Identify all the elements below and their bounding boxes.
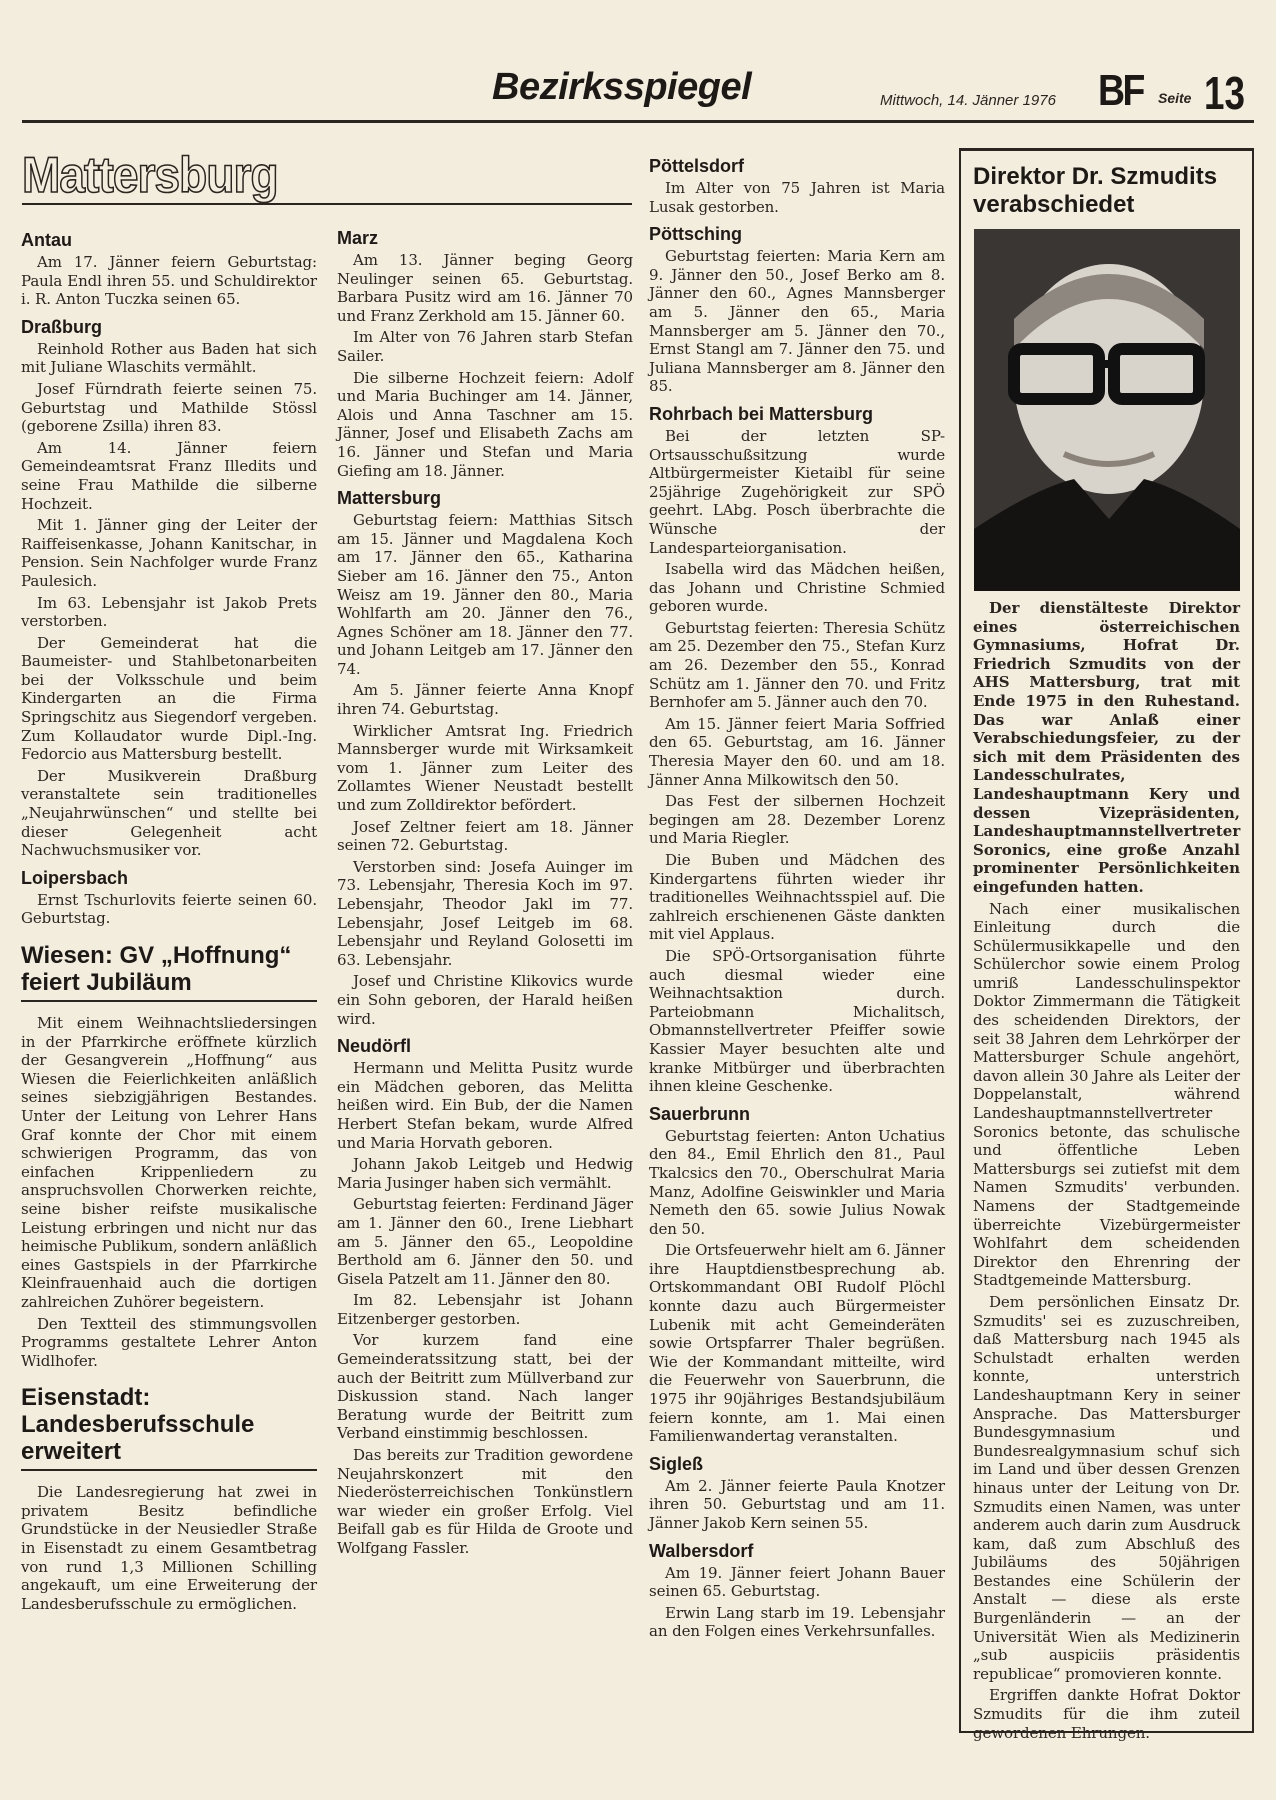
news-paragraph: Die Ortsfeuerwehr hielt am 6. Jänner ihre Hauptdienstbesprechung ab. Ortskommandant OBI Rudolf Plöchl konnte dazu auch Bürgermeister Lubenik mit acht Gemeinderäten sowie Ortspfarrer Thaler begrüßen. Wie der Kommandant mitteilte, wird die Feuerwehr von Sauerbrunn, die 1975 ihr 90jähriges Bestandsjubiläum feiern konnte, am 1. Mai einen Familienwandertag veranstalten. <box>649 1241 945 1446</box>
news-paragraph: Am 15. Jänner feiert Maria Soffried den 65. Geburtstag, am 16. Jänner Theresia Mayer den 60. und am 18. Jänner Anna Milkowitsch den 50. <box>649 714 945 789</box>
locality-heading: Draßburg <box>21 316 102 337</box>
region-title: Mattersburg <box>22 147 278 203</box>
locality-heading: Pöttsching <box>649 224 742 245</box>
column-2 <box>337 220 633 1561</box>
news-paragraph: Am 14. Jänner feiern Gemeindeamtsrat Franz Illedits und seine Frau Mathilde die silberne Hochzeit. <box>21 438 317 513</box>
news-paragraph: Verstorben sind: Josefa Auinger im 73. Lebensjahr, Theresia Koch im 97. Lebensjahr, Theodor Jakl im 77. Lebensjahr, Josef Leitgeb im 68. Lebensjahr und Reyland Golosetti im 63. Lebensjahr. <box>337 857 633 969</box>
news-paragraph: Geburtstag feiern: Matthias Sitsch am 15. Jänner und Magdalena Koch am 17. Jänner den 65., Katharina Sieber am 16. Jänner den 75., Anton Weisz am 19. Jänner den 80., Maria Wohlfarth am 20. Jänner den 76., Agnes Schöner am 18. Jänner den 77. und Johann Leitgeb am 17. Jänner den 74. <box>337 511 633 678</box>
column-1 <box>21 222 317 1616</box>
locality-heading: Sigleß <box>649 1453 704 1474</box>
feature-paragraph: Dem persönlichen Einsatz Dr. Szmudits' sei es zuzuschreiben, daß Mattersburg nach 1945 als Schulstadt erhalten werden konnte, unterstrich Landeshauptmann Kery in seiner Ansprache. Das Mattersburger Bundesgymnasium und Bundesrealgymnasium schuf sich im Land und über dessen Grenzen hinaus unter der Leitung von Dr. Szmudits einen Namen, was unter anderem auch darin zum Ausdruck kam, daß zum Abschluß des Jubiläums des 50jährigen Bestandes eine Schülerin der Anstalt — diese als erste Burgenländerin — an der Universität Wien als Medizinerin „sub auspiciis präsidentis republicae“ promovieren konnte. <box>973 1292 1240 1683</box>
newspaper-logo: BF <box>1098 66 1143 115</box>
news-paragraph: Die Landesregierung hat zwei in privatem Besitz befindliche Grundstücke in der Neusiedler Straße in Eisenstadt zu einem Gesamtbetrag von rund 1,3 Millionen Schilling angekauft, um eine Erweiterung der Landesberufsschule zu ermöglichen. <box>21 1483 317 1613</box>
issue-date: Mittwoch, 14. Jänner 1976 <box>880 92 1056 109</box>
news-paragraph: Am 13. Jänner beging Georg Neulinger seinen 65. Geburtstag. Barbara Pusitz wird am 16. Jänner 70 und Franz Zerkhold am 15. Jänner 60. <box>337 251 633 325</box>
news-paragraph: Reinhold Rother aus Baden hat sich mit Juliane Wlaschits vermählt. <box>21 339 317 377</box>
article-headline: Wiesen: GV „Hoffnung“ feiert Jubiläum <box>21 942 317 1002</box>
news-paragraph: Geburtstag feierten: Anton Uchatius den 84., Emil Ehrlich den 81., Paul Tkalcsics den 70., Oberschulrat Maria Manz, Adolfine Geiswinkler und Maria Nemeth den 65. sowie Julius Nowak den 50. <box>649 1126 945 1238</box>
locality-heading: Pöttelsdorf <box>649 156 745 176</box>
news-paragraph: Isabella wird das Mädchen heißen, das Johann und Christine Schmied geboren wurde. <box>649 560 945 616</box>
feature-paragraph: Ergriffen dankte Hofrat Doktor Szmudits für die ihm zuteil gewordenen Ehrungen. <box>973 1686 1240 1742</box>
feature-lead: Der dienstälteste Direktor eines österreichischen Gymnasiums, Hofrat Dr. Friedrich Szmudits von der AHS Mattersburg, trat mit Ende 1975 in den Ruhestand. Das war Anlaß einer Verabschiedungsfeier, zu der sich mit dem Präsidenten des Landesschulrates, Landeshauptmann Kery und dessen Vizepräsidenten, Landeshauptmannstellvertreter Soronics, eine große Anzahl prominenter Persönlichkeiten eingefunden hatten. <box>973 599 1241 896</box>
news-paragraph: Am 5. Jänner feierte Anna Knopf ihren 74. Geburtstag. <box>337 681 633 719</box>
news-paragraph: Im 63. Lebensjahr ist Jakob Prets verstorben. <box>21 593 317 631</box>
news-paragraph: Das bereits zur Tradition gewordene Neujahrskonzert mit den Niederösterreichischen Tonkünstlern war wieder ein großer Erfolg. Viel Beifall gab es für Hilda de Groote und Wolfgang Fassler. <box>337 1446 633 1557</box>
locality-heading: Neudörfl <box>337 1036 411 1057</box>
portrait-photo <box>974 229 1240 591</box>
news-paragraph: Ernst Tschurlovits feierte seinen 60. Geburtstag. <box>21 890 317 928</box>
page-label: Seite <box>1158 90 1192 106</box>
feature-article-box <box>959 148 1254 1742</box>
news-paragraph: Der Musikverein Draßburg veranstaltete sein traditionelles „Neujahrwünschen“ und stellte bei dieser Gelegenheit acht Nachwuchsmusiker vor. <box>21 766 317 860</box>
locality-heading: Rohrbach bei Mattersburg <box>649 403 874 424</box>
news-paragraph: Das Fest der silbernen Hochzeit begingen am 28. Dezember Lorenz und Maria Riegler. <box>649 792 945 848</box>
column-3 <box>649 148 945 1644</box>
news-paragraph: Josef Fürndrath feierte seinen 75. Geburtstag und Mathilde Stössl (geborene Zsilla) ihren 83. <box>21 379 317 436</box>
news-paragraph: Am 2. Jänner feierte Paula Knotzer ihren 50. Geburtstag und am 11. Jänner Jakob Kern seinen 55. <box>649 1476 945 1532</box>
news-paragraph: Mit 1. Jänner ging der Leiter der Raiffeisenkasse, Johann Kanitschar, in Pension. Sein Nachfolger wurde Franz Paulesich. <box>21 516 317 590</box>
news-paragraph: Josef Zeltner feiert am 18. Jänner seinen 72. Geburtstag. <box>337 817 633 855</box>
news-paragraph: Die SPÖ-Ortsorganisation führte auch diesmal wieder eine Weihnachtsaktion durch. Parteiobmann Michalitsch, Obmannstellvertreter Pfeiffer sowie Kassier Mayer besuchten alte und kranke Mitbürger und überbrachten ihnen kleine Geschenke. <box>649 946 945 1096</box>
locality-heading: Loipersbach <box>21 867 129 888</box>
news-paragraph: Mit einem Weihnachtsliedersingen in der Pfarrkirche eröffnete kürzlich der Gesangverein „Hoffnung“ aus Wiesen die Feierlichkeiten anläßlich seines siebzigjährigen Bestandes. Unter der Leitung von Lehrer Hans Graf konnte der Chor mit einem schwierigen Programm, das von einfachen Krippenliedern zu anspruchsvollen Chorwerken reichte, seine bisher reifste musikalische Leistung erbringen und nicht nur das heimische Publikum, sondern anläßlich eines Gastspiels in der Pfarrkirche Kleinfrauenhaid auch die dortigen zahlreichen Zuhörer begeistern. <box>21 1014 318 1311</box>
news-paragraph: Josef und Christine Klikovics wurde ein Sohn geboren, der Harald heißen wird. <box>337 972 633 1028</box>
news-paragraph: Am 19. Jänner feiert Johann Bauer seinen 65. Geburtstag. <box>649 1563 945 1601</box>
news-paragraph: Geburtstag feierten: Maria Kern am 9. Jänner den 50., Josef Berko am 8. Jänner den 60., Agnes Mannsberger am 5. Jänner den 65., Maria Mannsberger am 5. Jänner den 70., Ernst Stangl am 7. Jänner den 75. und Juliana Mannsberger am 8. Jänner den 85. <box>649 247 945 396</box>
locality-heading: Walbersdorf <box>649 1540 754 1561</box>
locality-heading: Marz <box>337 228 379 248</box>
news-paragraph: Die Buben und Mädchen des Kindergartens führten wieder ihr traditionelles Weihnachtsspiel auf. Die zahlreich erschienenen Gäste dankten mit viel Applaus. <box>649 851 945 944</box>
news-paragraph: Im Alter von 75 Jahren ist Maria Lusak gestorben. <box>649 179 945 216</box>
news-paragraph: Den Textteil des stimmungsvollen Programms gestaltete Lehrer Anton Widlhofer. <box>21 1314 317 1370</box>
news-paragraph: Geburtstag feierten: Theresia Schütz am 25. Dezember den 75., Stefan Kurz am 26. Dezember den 55., Konrad Schütz am 1. Jänner den 70. und Fritz Bernhofer am 5. Jänner auch den 70. <box>649 618 945 712</box>
news-paragraph: Im Alter von 76 Jahren starb Stefan Sailer. <box>337 328 633 365</box>
news-paragraph: Johann Jakob Leitgeb und Hedwig Maria Jusinger haben sich vermählt. <box>337 1155 633 1192</box>
header-rule <box>22 120 1254 123</box>
feature-headline: Direktor Dr. Szmudits verabschiedet <box>973 163 1218 218</box>
locality-heading: Mattersburg <box>337 488 442 509</box>
news-paragraph: Bei der letzten SP-Ortsausschußsitzung wurde Altbürgermeister Kietaibl für seine 25jährige Zugehörigkeit zur SPÖ geehrt. LAbg. Posch überbrachte die Wünsche der Landesparteiorganisation. <box>649 426 945 557</box>
feature-paragraph: Nach einer musikalischen Einleitung durch die Schülermusikkapelle und den Schülerchor sowie einem Prolog umriß Landesschulinspektor Doktor Zimmermann die Tätigkeit des scheidenden Direktors, der seit 38 Jahren dem Lehrkörper der Mattersburger Schule angehört, davon allein 30 Jahre als Leiter der Doppelanstalt, während Landeshauptmannstellvertreter Soronics betonte, das schulische und öffentliche Leben Mattersburgs sei zutiefst mit dem Namen Szmudits' verbunden. Namens der Stadtgemeinde überreichte Vizebürgermeister Wohlfahrt dem scheidenden Direktor den Ehrenring der Stadtgemeinde Mattersburg. <box>973 899 1240 1290</box>
article-headline: Eisenstadt: Landesberufsschule erweitert <box>21 1384 317 1471</box>
news-paragraph: Vor kurzem fand eine Gemeinderatssitzung statt, bei der auch der Beitritt zum Müllverband zur Diskussion stand. Nach langer Beratung wurde der Beitritt zum Verband einstimmig beschlossen. <box>337 1331 633 1443</box>
news-paragraph: Der Gemeinderat hat die Baumeister- und Stahlbetonarbeiten bei der Volksschule und beim Kindergarten an die Firma Springschitz aus Siegendorf vergeben. Zum Kollaudator wurde Dipl.-Ing. Fedorcio aus Mattersburg bestellt. <box>21 633 317 764</box>
section-title: Bezirksspiegel <box>492 66 752 108</box>
page-number: 13 <box>1204 67 1245 119</box>
news-paragraph: Wirklicher Amtsrat Ing. Friedrich Mannsberger wurde mit Wirksamkeit vom 1. Jänner zum Leiter des Zollamtes Wiener Neustadt bestellt und zum Zolldirektor befördert. <box>337 721 633 815</box>
locality-heading: Antau <box>21 230 72 250</box>
locality-heading: Sauerbrunn <box>649 1103 751 1124</box>
news-paragraph: Hermann und Melitta Pusitz wurde ein Mädchen geboren, das Melitta heißen wird. Ein Bub, der die Namen Herbert Stefan bekam, wurde Alfred und Maria Horvath geboren. <box>337 1059 633 1152</box>
news-paragraph: Im 82. Lebensjahr ist Johann Eitzenberger gestorben. <box>337 1291 633 1328</box>
news-paragraph: Am 17. Jänner feiern Geburtstag: Paula Endl ihren 55. und Schuldirektor i. R. Anton Tuczka seinen 65. <box>21 253 317 309</box>
news-paragraph: Die silberne Hochzeit feiern: Adolf und Maria Buchinger am 14. Jänner, Alois und Anna Taschner am 15. Jänner, Josef und Elisabeth Zachs am 16. Jänner und Stefan und Maria Giefing am 18. Jänner. <box>337 368 633 480</box>
news-paragraph: Erwin Lang starb im 19. Lebensjahr an den Folgen eines Verkehrsunfalles. <box>649 1603 945 1641</box>
news-paragraph: Geburtstag feierten: Ferdinand Jäger am 1. Jänner den 60., Irene Liebhart am 5. Jänner den 65., Leopoldine Berthold am 6. Jänner den 50. und Gisela Patzelt am 11. Jänner den 80. <box>337 1195 633 1288</box>
region-rule <box>22 203 632 205</box>
